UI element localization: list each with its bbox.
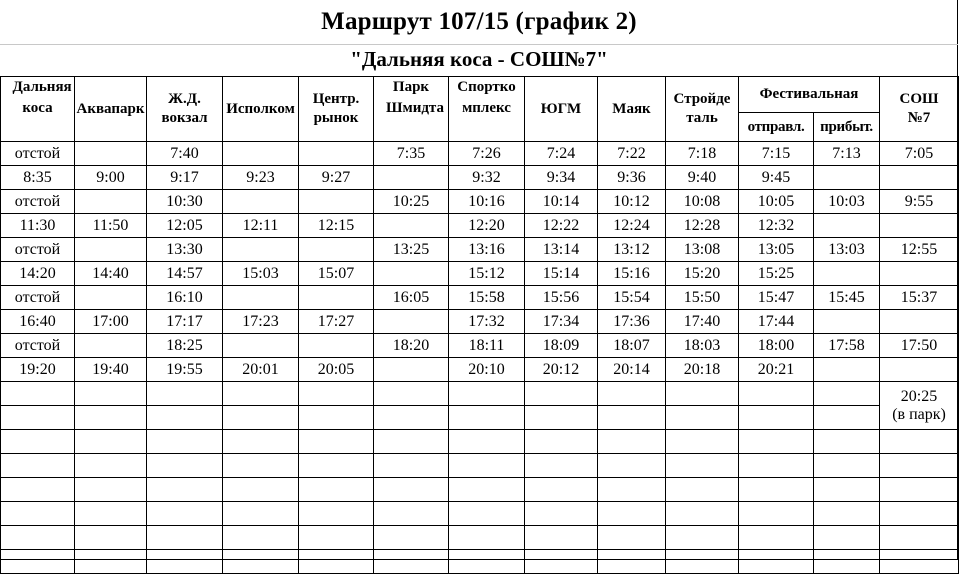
time-cell: 17:17 [147, 310, 223, 334]
time-cell: 20:05 [299, 358, 374, 382]
time-cell: 20:14 [598, 358, 666, 382]
time-cell: 15:58 [449, 286, 525, 310]
schedule-row [1, 238, 959, 262]
header-mayak: Маяк [598, 77, 666, 142]
time-cell [223, 142, 299, 166]
final-arrival-cell [880, 382, 959, 430]
time-cell: 12:28 [666, 214, 739, 238]
time-cell: 16:05 [374, 286, 449, 310]
time-cell: 19:40 [75, 358, 147, 382]
header-tsentr-rynok: Центр. рынок [299, 77, 374, 142]
time-cell: 15:14 [525, 262, 598, 286]
empty-row [1, 550, 959, 574]
empty-row [1, 430, 959, 454]
time-cell: отстой [1, 190, 75, 214]
time-cell [374, 358, 449, 382]
time-cell: 18:20 [374, 334, 449, 358]
time-cell: 17:34 [525, 310, 598, 334]
time-cell: 17:58 [814, 334, 880, 358]
header-park-shmidta: Парк Шмидта [374, 77, 449, 142]
time-cell: 14:40 [75, 262, 147, 286]
schedule-row [1, 142, 959, 166]
time-cell: 12:20 [449, 214, 525, 238]
time-cell: 10:14 [525, 190, 598, 214]
time-cell [880, 166, 959, 190]
time-cell: 12:55 [880, 238, 959, 262]
time-cell [299, 286, 374, 310]
header-sportkompleks: Спорткомплекс [449, 77, 525, 142]
route-title: Маршрут 107/15 (график 2) [0, 0, 958, 45]
time-cell [75, 334, 147, 358]
time-cell: 14:20 [1, 262, 75, 286]
header-dalnyaya-kosa: Дальняя коса [1, 77, 75, 142]
time-cell: 11:50 [75, 214, 147, 238]
time-cell [814, 310, 880, 334]
time-cell [814, 358, 880, 382]
time-cell: 10:12 [598, 190, 666, 214]
header-ugm: ЮГМ [525, 77, 598, 142]
time-cell [299, 238, 374, 262]
time-cell: 9:34 [525, 166, 598, 190]
header-zhd-vokzal: Ж.Д. вокзал [147, 77, 223, 142]
time-cell: 10:30 [147, 190, 223, 214]
time-cell: 11:30 [1, 214, 75, 238]
time-cell: 15:12 [449, 262, 525, 286]
schedule-table [0, 76, 959, 574]
time-cell [814, 166, 880, 190]
time-cell: 17:23 [223, 310, 299, 334]
header-ispolkom: Исполком [223, 77, 299, 142]
time-cell: 13:05 [739, 238, 814, 262]
time-cell: 10:03 [814, 190, 880, 214]
time-cell: 9:00 [75, 166, 147, 190]
time-cell [75, 190, 147, 214]
time-cell: 20:12 [525, 358, 598, 382]
schedule-row [1, 166, 959, 190]
time-cell: 15:20 [666, 262, 739, 286]
time-cell: 10:16 [449, 190, 525, 214]
time-cell: отстой [1, 238, 75, 262]
schedule-row [1, 262, 959, 286]
time-cell [223, 286, 299, 310]
time-cell: 18:07 [598, 334, 666, 358]
time-cell: 15:54 [598, 286, 666, 310]
schedule-row [1, 190, 959, 214]
time-cell: 10:08 [666, 190, 739, 214]
schedule-row [1, 310, 959, 334]
time-cell: 16:40 [1, 310, 75, 334]
time-cell: 19:20 [1, 358, 75, 382]
time-cell: 12:11 [223, 214, 299, 238]
time-cell [880, 310, 959, 334]
time-cell [75, 238, 147, 262]
time-cell: 15:03 [223, 262, 299, 286]
time-cell: отстой [1, 142, 75, 166]
time-cell: 18:11 [449, 334, 525, 358]
header-festival-departure: отправл. [739, 113, 814, 142]
time-cell [880, 262, 959, 286]
time-cell: 9:55 [880, 190, 959, 214]
time-cell [75, 142, 147, 166]
time-cell: 15:07 [299, 262, 374, 286]
schedule-row [1, 214, 959, 238]
time-cell: отстой [1, 286, 75, 310]
time-cell: 16:10 [147, 286, 223, 310]
time-cell: 9:32 [449, 166, 525, 190]
time-cell [880, 358, 959, 382]
time-cell [299, 142, 374, 166]
time-cell: 17:00 [75, 310, 147, 334]
time-cell: 18:25 [147, 334, 223, 358]
time-cell: 20:18 [666, 358, 739, 382]
empty-row [1, 478, 959, 502]
time-cell [299, 334, 374, 358]
time-cell: 13:03 [814, 238, 880, 262]
time-cell: 15:16 [598, 262, 666, 286]
schedule-row [1, 286, 959, 310]
empty-row [1, 502, 959, 526]
time-cell: 13:25 [374, 238, 449, 262]
final-arrival-time: 20:25 [900, 387, 938, 405]
time-cell: 13:30 [147, 238, 223, 262]
time-cell [223, 238, 299, 262]
time-cell: 20:10 [449, 358, 525, 382]
time-cell: 7:13 [814, 142, 880, 166]
time-cell [374, 262, 449, 286]
time-cell: 12:22 [525, 214, 598, 238]
empty-row [1, 406, 959, 430]
time-cell: 7:05 [880, 142, 959, 166]
time-cell: 15:50 [666, 286, 739, 310]
route-subtitle: "Дальняя коса - СОШ№7" [350, 47, 608, 71]
time-cell: 17:50 [880, 334, 959, 358]
time-cell: 15:45 [814, 286, 880, 310]
header-akvapark: Аквапарк [75, 77, 147, 142]
time-cell: 7:22 [598, 142, 666, 166]
time-cell: 19:55 [147, 358, 223, 382]
time-cell [374, 166, 449, 190]
time-cell [374, 214, 449, 238]
time-cell: 14:57 [147, 262, 223, 286]
time-cell: 17:40 [666, 310, 739, 334]
time-cell: 9:17 [147, 166, 223, 190]
time-cell: 15:56 [525, 286, 598, 310]
header-stroydetal: Стройдеталь [666, 77, 739, 142]
empty-row [1, 454, 959, 478]
time-cell: 13:14 [525, 238, 598, 262]
time-cell: 15:37 [880, 286, 959, 310]
time-cell: 8:35 [1, 166, 75, 190]
time-cell: 7:40 [147, 142, 223, 166]
time-cell: 17:27 [299, 310, 374, 334]
time-cell: 7:24 [525, 142, 598, 166]
time-cell: 15:47 [739, 286, 814, 310]
schedule-row [1, 334, 959, 358]
time-cell: 18:09 [525, 334, 598, 358]
time-cell: 9:45 [739, 166, 814, 190]
time-cell: 12:15 [299, 214, 374, 238]
time-cell [299, 190, 374, 214]
time-cell: 10:25 [374, 190, 449, 214]
time-cell [374, 310, 449, 334]
time-cell: 7:18 [666, 142, 739, 166]
time-cell: 12:24 [598, 214, 666, 238]
time-cell: 20:01 [223, 358, 299, 382]
time-cell: 12:05 [147, 214, 223, 238]
time-cell [223, 190, 299, 214]
time-cell: 9:23 [223, 166, 299, 190]
header-sosh-7: СОШ №7 [880, 77, 959, 142]
time-cell: 17:44 [739, 310, 814, 334]
time-cell: 9:36 [598, 166, 666, 190]
time-cell: 13:16 [449, 238, 525, 262]
header-festival-arrival: прибыт. [814, 113, 880, 142]
time-cell [223, 334, 299, 358]
time-cell: 15:25 [739, 262, 814, 286]
schedule-row [1, 358, 959, 382]
time-cell: 13:08 [666, 238, 739, 262]
time-cell: 9:27 [299, 166, 374, 190]
time-cell: 7:35 [374, 142, 449, 166]
time-cell: 9:40 [666, 166, 739, 190]
time-cell: 20:21 [739, 358, 814, 382]
time-cell [814, 262, 880, 286]
final-note-row [1, 382, 959, 406]
time-cell: 10:05 [739, 190, 814, 214]
time-cell: 18:00 [739, 334, 814, 358]
time-cell: 7:15 [739, 142, 814, 166]
time-cell [880, 214, 959, 238]
time-cell [814, 214, 880, 238]
final-arrival-note: (в парк) [892, 405, 946, 423]
empty-row [1, 526, 959, 550]
time-cell: 13:12 [598, 238, 666, 262]
time-cell [75, 286, 147, 310]
time-cell: отстой [1, 334, 75, 358]
time-cell: 17:36 [598, 310, 666, 334]
time-cell: 18:03 [666, 334, 739, 358]
time-cell: 17:32 [449, 310, 525, 334]
time-cell: 7:26 [449, 142, 525, 166]
time-cell: 12:32 [739, 214, 814, 238]
header-festivalnaya: Фестивальная [739, 77, 880, 113]
